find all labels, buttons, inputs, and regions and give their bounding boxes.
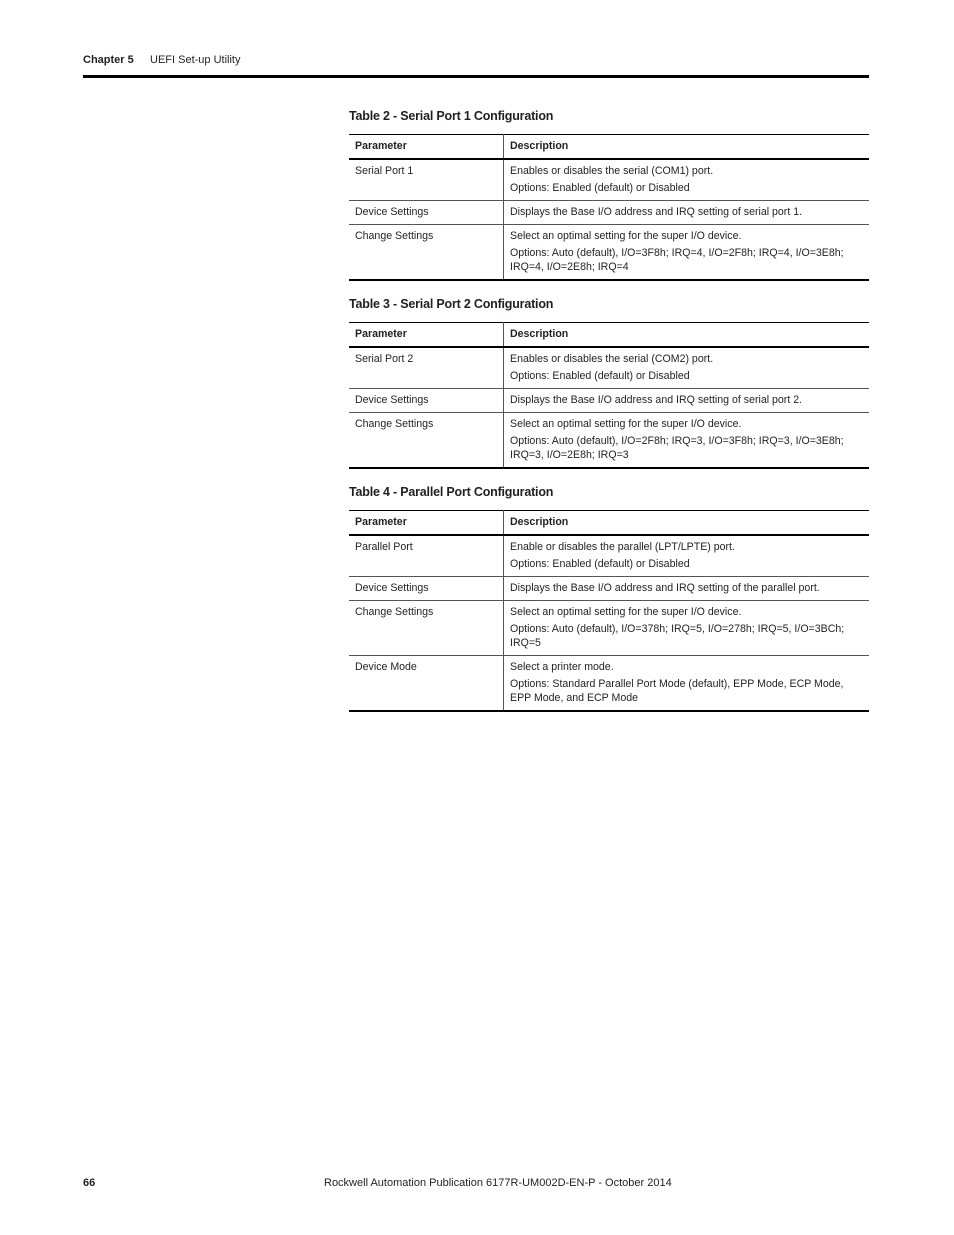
table-row	[349, 201, 869, 225]
parameter-cell: Change Settings	[349, 601, 504, 656]
table-row	[349, 159, 869, 201]
table-row	[349, 656, 869, 712]
description-line: Enables or disables the serial (COM1) port.	[510, 165, 714, 177]
parameter-cell: Change Settings	[349, 413, 504, 469]
column-header-description: Description	[504, 511, 870, 536]
page-number: 66	[83, 1177, 96, 1189]
description-cell	[504, 601, 870, 656]
table-header-row	[349, 135, 869, 160]
table-caption: Table 3 - Serial Port 2 Configuration	[349, 297, 554, 311]
description-cell	[504, 225, 870, 281]
chapter-title: UEFI Set-up Utility	[150, 54, 241, 66]
config-table	[349, 322, 869, 469]
description-cell	[504, 201, 870, 225]
description-line: Options: Auto (default), I/O=3F8h; IRQ=4, I/O=2F8h; IRQ=4, I/O=3E8h; IRQ=4, I/O=2E8h; IRQ=4	[510, 247, 844, 273]
chapter-label: Chapter 5	[83, 54, 134, 66]
config-table	[349, 134, 869, 281]
table-row	[349, 389, 869, 413]
table-caption: Table 2 - Serial Port 1 Configuration	[349, 109, 554, 123]
table-row	[349, 413, 869, 469]
parameter-cell: Serial Port 2	[349, 347, 504, 389]
main-content	[349, 109, 869, 728]
table-header-row	[349, 323, 869, 348]
description-line: Options: Enabled (default) or Disabled	[510, 558, 690, 570]
description-line: Select a printer mode.	[510, 661, 614, 673]
parameter-cell: Device Settings	[349, 389, 504, 413]
description-line: Options: Enabled (default) or Disabled	[510, 370, 690, 382]
description-line: Select an optimal setting for the super I/O device.	[510, 418, 742, 430]
parameter-cell: Device Settings	[349, 201, 504, 225]
table-caption: Table 4 - Parallel Port Configuration	[349, 485, 554, 499]
parameter-cell: Change Settings	[349, 225, 504, 281]
config-table	[349, 510, 869, 712]
column-header-parameter: Parameter	[349, 135, 504, 160]
description-line: Displays the Base I/O address and IRQ setting of serial port 1.	[510, 206, 803, 218]
description-line: Enables or disables the serial (COM2) port.	[510, 353, 714, 365]
column-header-description: Description	[504, 323, 870, 348]
column-header-parameter: Parameter	[349, 511, 504, 536]
description-line: Options: Standard Parallel Port Mode (default), EPP Mode, ECP Mode, EPP Mode, and ECP Mode	[510, 678, 844, 704]
parameter-cell: Device Mode	[349, 656, 504, 712]
description-cell	[504, 413, 870, 469]
publication-info: Rockwell Automation Publication 6177R-UM002D-EN-P - October 2014	[324, 1177, 672, 1189]
parameter-cell: Device Settings	[349, 577, 504, 601]
description-cell	[504, 656, 870, 712]
table-row	[349, 347, 869, 389]
description-line: Options: Auto (default), I/O=378h; IRQ=5, I/O=278h; IRQ=5, I/O=3BCh; IRQ=5	[510, 623, 845, 649]
table-row	[349, 535, 869, 577]
table-row	[349, 225, 869, 281]
table-header-row	[349, 511, 869, 536]
description-cell	[504, 535, 870, 577]
description-cell	[504, 159, 870, 201]
description-line: Select an optimal setting for the super I/O device.	[510, 230, 742, 242]
column-header-parameter: Parameter	[349, 323, 504, 348]
table-row	[349, 601, 869, 656]
description-line: Enable or disables the parallel (LPT/LPTE) port.	[510, 541, 735, 553]
description-line: Select an optimal setting for the super I/O device.	[510, 606, 742, 618]
description-cell	[504, 389, 870, 413]
parameter-cell: Serial Port 1	[349, 159, 504, 201]
parameter-cell: Parallel Port	[349, 535, 504, 577]
description-cell	[504, 347, 870, 389]
description-line: Options: Auto (default), I/O=2F8h; IRQ=3, I/O=3F8h; IRQ=3, I/O=3E8h; IRQ=3, I/O=2E8h; IRQ=3	[510, 435, 844, 461]
column-header-description: Description	[504, 135, 870, 160]
description-cell	[504, 577, 870, 601]
page-header	[83, 53, 869, 78]
table-row	[349, 577, 869, 601]
description-line: Displays the Base I/O address and IRQ setting of serial port 2.	[510, 394, 803, 406]
description-line: Options: Enabled (default) or Disabled	[510, 182, 690, 194]
description-line: Displays the Base I/O address and IRQ setting of the parallel port.	[510, 582, 820, 594]
